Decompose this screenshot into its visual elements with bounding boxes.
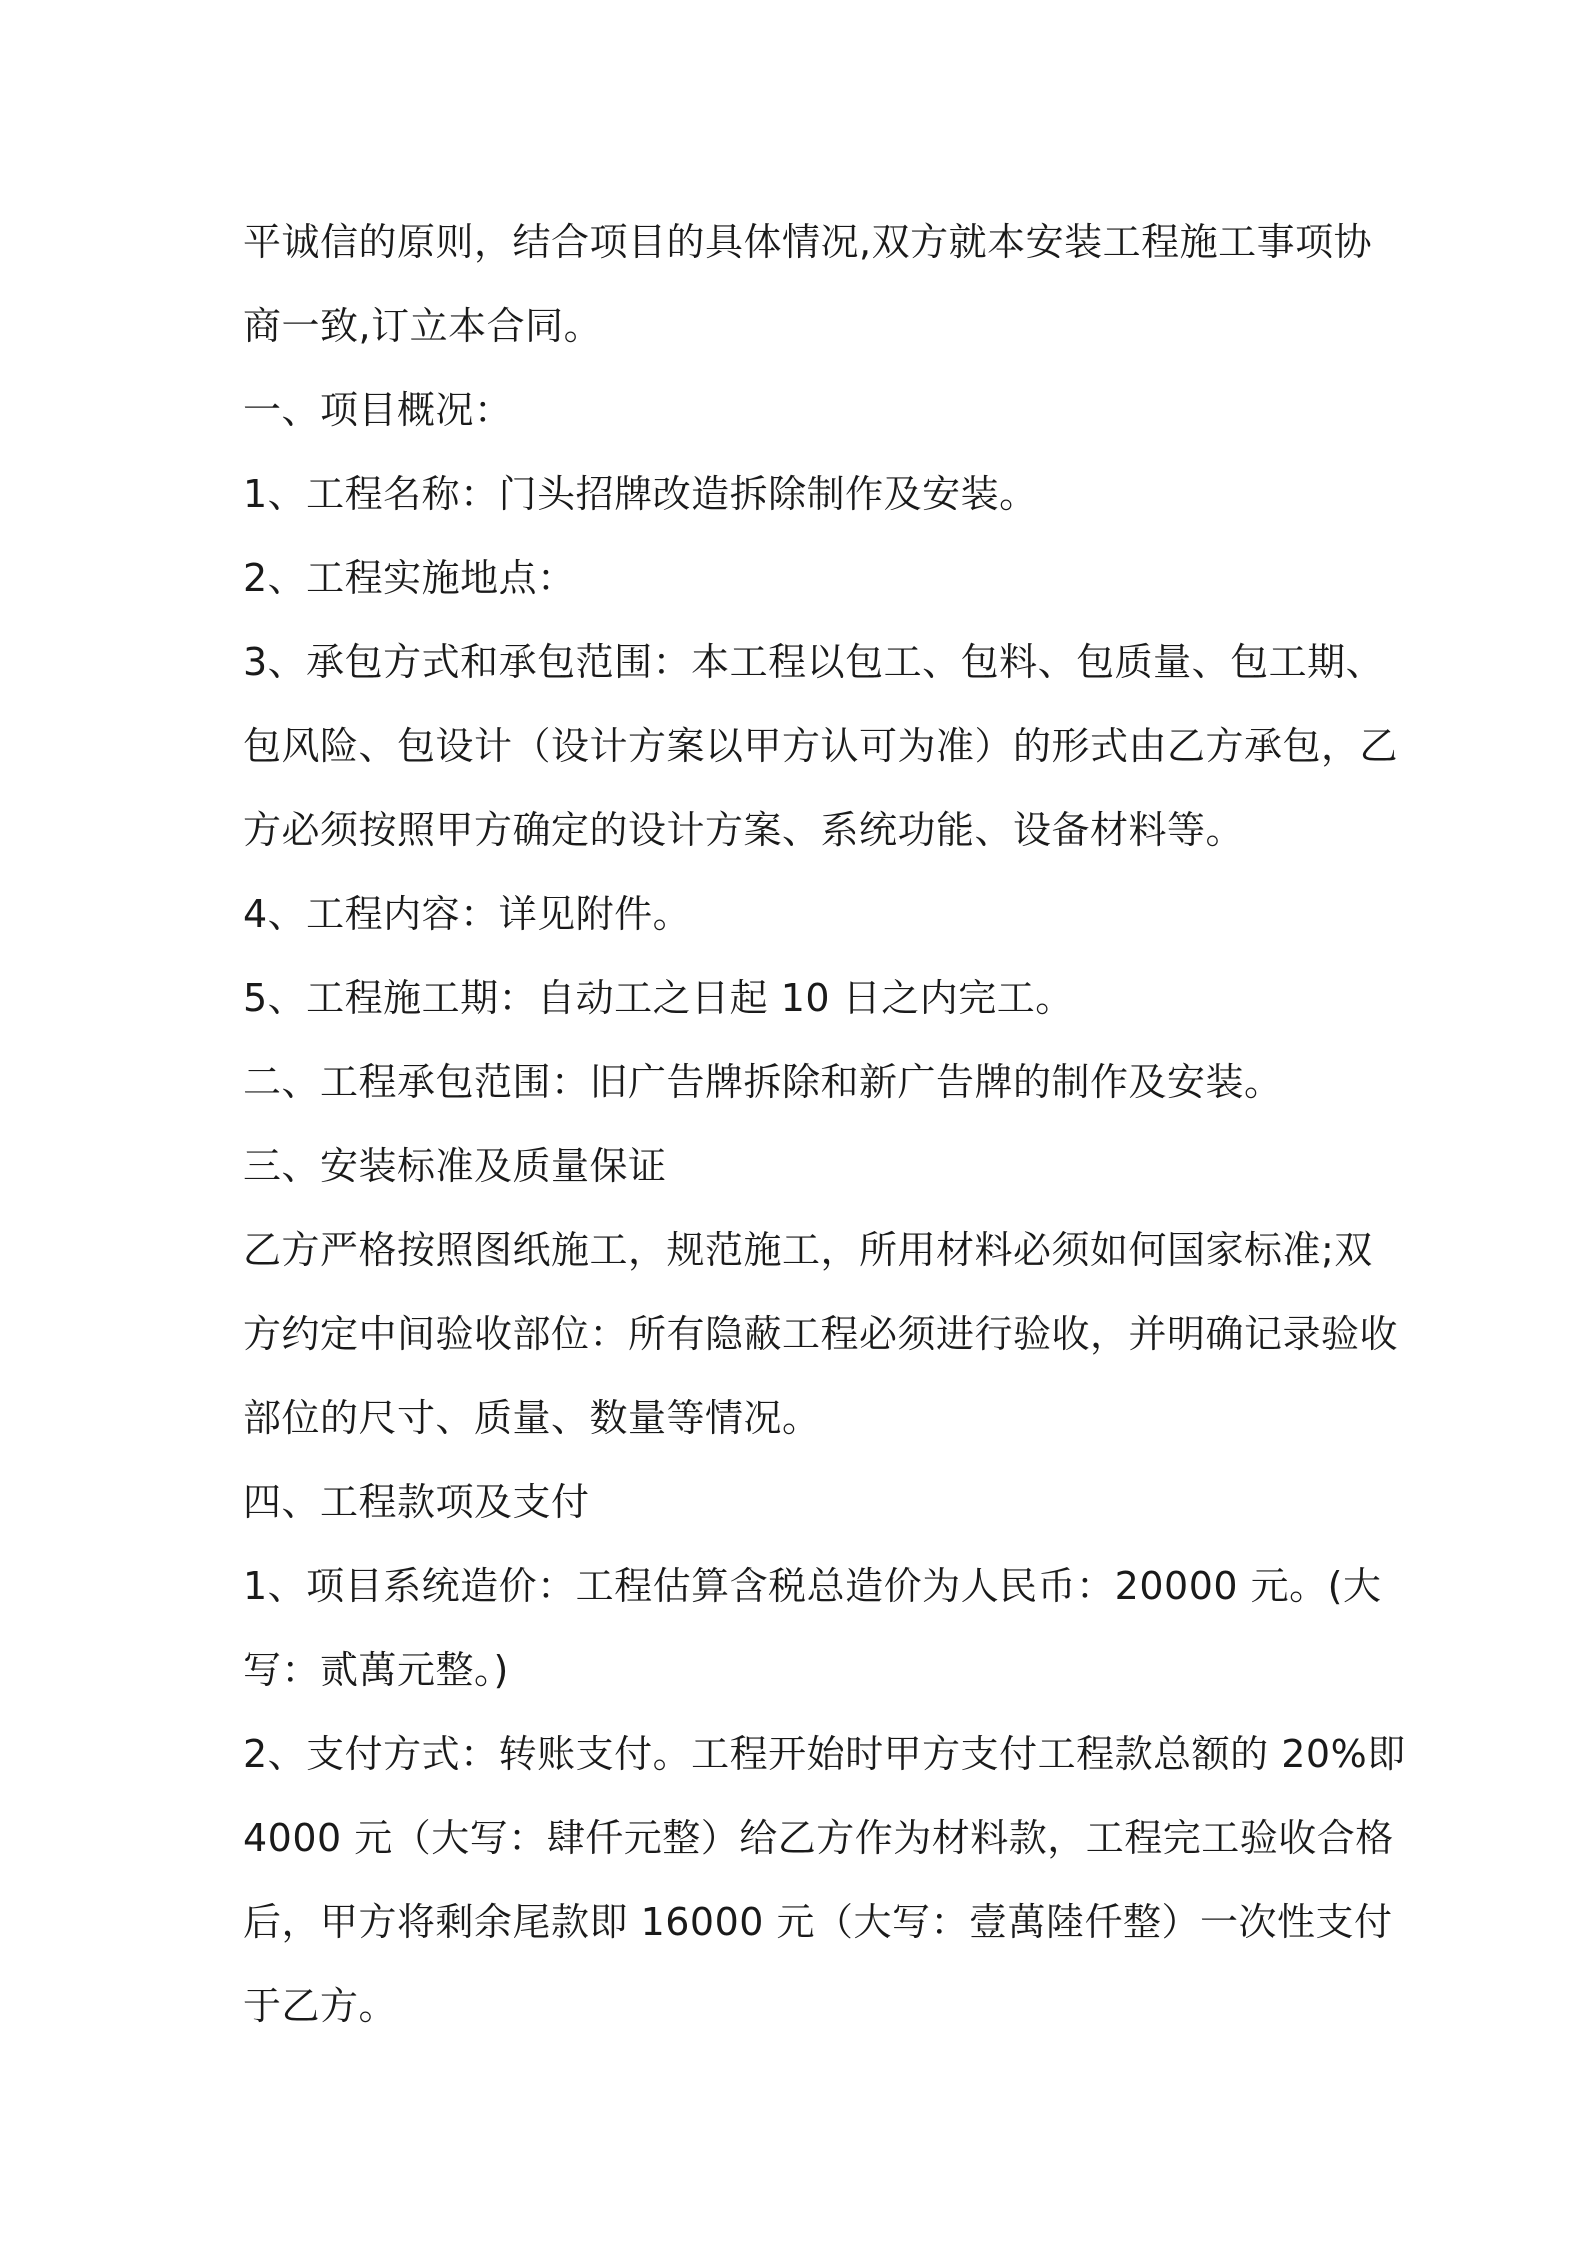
list-item: 3、承包方式和承包范围：本工程以包工、包料、包质量、包工期、	[243, 640, 1385, 684]
text-line: 4000 元（大写：肆仟元整）给乙方作为材料款，工程完工验收合格	[243, 1816, 1394, 1860]
text-line: 商一致,订立本合同。	[243, 304, 603, 348]
list-item: 1、项目系统造价：工程估算含税总造价为人民币：20000 元。(大	[243, 1564, 1382, 1608]
text-line: 平诚信的原则，结合项目的具体情况,双方就本安装工程施工事项协	[243, 220, 1373, 264]
text-line: 方约定中间验收部位：所有隐蔽工程必须进行验收，并明确记录验收	[243, 1312, 1399, 1356]
contract-body	[243, 200, 1406, 2048]
text-line: 包风险、包设计（设计方案以甲方认可为准）的形式由乙方承包，乙	[243, 724, 1399, 768]
section-heading: 二、工程承包范围：旧广告牌拆除和新广告牌的制作及安装。	[243, 1060, 1283, 1104]
section-heading: 三、安装标准及质量保证	[243, 1144, 667, 1188]
text-line: 于乙方。	[243, 1984, 398, 2028]
section-heading: 四、工程款项及支付	[243, 1480, 590, 1524]
list-item: 4、工程内容：详见附件。	[243, 892, 692, 936]
text-line: 写：贰萬元整。)	[243, 1648, 509, 1692]
text-line: 方必须按照甲方确定的设计方案、系统功能、设备材料等。	[243, 808, 1245, 852]
list-item: 1、工程名称：门头招牌改造拆除制作及安装。	[243, 472, 1038, 516]
list-item: 2、支付方式：转账支付。工程开始时甲方支付工程款总额的 20%即	[243, 1732, 1406, 1776]
text-line: 部位的尺寸、质量、数量等情况。	[243, 1396, 821, 1440]
section-heading: 一、项目概况：	[243, 388, 513, 432]
text-line: 乙方严格按照图纸施工，规范施工，所用材料必须如何国家标准;双	[243, 1228, 1373, 1272]
text-line: 后，甲方将剩余尾款即 16000 元（大写：壹萬陸仟整）一次性支付	[243, 1900, 1393, 1944]
list-item: 5、工程施工期：自动工之日起 10 日之内完工。	[243, 976, 1074, 1020]
list-item: 2、工程实施地点：	[243, 556, 576, 600]
